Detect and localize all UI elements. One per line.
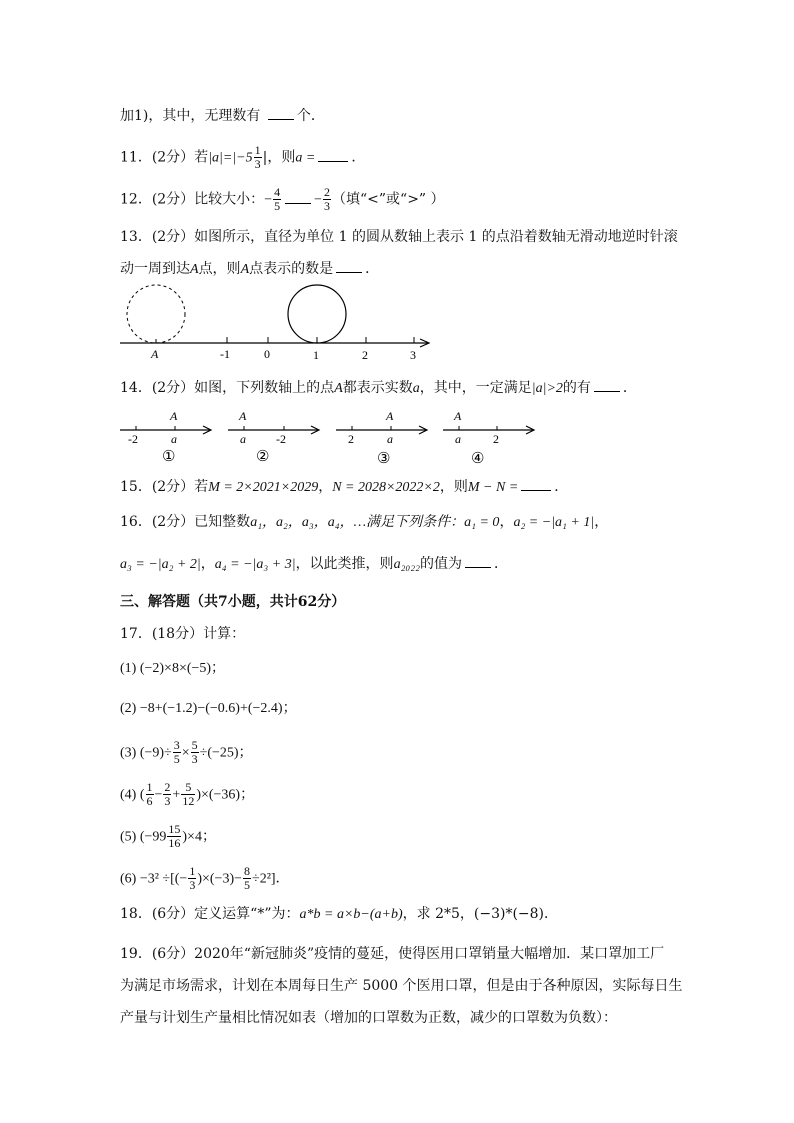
q12-post: （填“<”或“>” ）: [332, 191, 445, 208]
q11-var: a =: [295, 150, 316, 166]
answer-blank[interactable]: [285, 189, 311, 204]
panel-4: [443, 409, 534, 467]
tick-label: a: [240, 432, 246, 446]
frac-den: 16: [168, 836, 181, 850]
question-14: 14．(2分）如图，下列数轴上的点A都表示实数a，其中，一定满足|a|>2的有 ．: [120, 377, 684, 400]
q13-text-b: 动一周到达: [120, 261, 190, 277]
q15-label: 15．(2分）若: [120, 479, 209, 495]
panel-3: [336, 409, 427, 467]
frac-num: 15: [168, 822, 181, 836]
label-1: 1: [313, 348, 319, 362]
section-title: 三、解答题（共7小题，共计62分）: [120, 594, 346, 610]
q16-seq: a₁，a₂，a₃，a₄，…满足下列条件：: [250, 515, 465, 530]
q13-text: 13．(2分）如图所示，直径为单位 1 的圆从数轴上表示 1 的点沿着数轴无滑动地逆时针滚: [120, 229, 678, 245]
q15-n: N = 2028×2022×2: [332, 480, 440, 495]
label-2: 2: [362, 348, 368, 362]
q15-post: ，则: [439, 479, 468, 495]
frac-den: 12: [182, 794, 195, 808]
q12-fraction-1: [273, 186, 281, 213]
question-15: 15．(2分）若M = 2×2021×2029，N = 2028×2022×2，则M − N = ．: [120, 476, 684, 499]
question-19-line1: [120, 943, 684, 965]
frac-den: 3: [189, 878, 196, 892]
frac-den: 6: [146, 794, 153, 808]
question-13-line2: 动一周到达A点，则A点表示的数是 ．: [120, 258, 684, 281]
panel-number: ④: [471, 451, 485, 467]
q18-label: 18．(6分）定义运算“*”为：: [120, 906, 300, 922]
frac-num: 1: [254, 143, 261, 157]
q18-post: ，求 2*5，(−3)*(−8)．: [402, 906, 559, 922]
q17-part-4: (4) ( $\frac{1}{6}$ − $\frac{2}{3}$ + $\frac{5}{12}$ )×(−36)；: [120, 780, 255, 808]
axis-arrow: [526, 426, 534, 434]
q16-c2: a₂ = −|a₁ + 1|: [513, 515, 595, 530]
label-3: 3: [410, 348, 416, 362]
frac-den: 5: [274, 199, 281, 213]
section-heading: [120, 591, 684, 613]
q17-part-1: [120, 657, 684, 680]
question-12: 12．(2分）比较大小：− $\frac{4}{5}$ − $\frac{2}{3}$ （填“<”或“>” ）: [120, 185, 445, 213]
q13-point-2: A: [240, 262, 250, 277]
tick-label: a: [455, 432, 461, 446]
q19-text-c: 产量与计划生产量相比情况如表（增加的口罩数为正数，减少的口罩数为负数）：: [120, 1010, 617, 1026]
q17-text: 17．(18分）计算：: [120, 626, 246, 642]
q17-3-pre: (3) (−9)÷: [120, 745, 172, 761]
q14-condition: |a|>2: [531, 381, 563, 396]
q17-1-expr: (1) (−2)×8×(−5)；: [120, 661, 226, 676]
tick-label: -2: [128, 432, 138, 446]
q17-6-pre: (6) −3² ÷[(−: [120, 871, 188, 887]
q16-label: 16．(2分）已知整数: [120, 514, 251, 530]
question-11: 11．(2分）若|a|=|−5 $\frac{1}{3}$ |，则a = ．: [120, 143, 366, 171]
tick-label: a: [171, 432, 177, 446]
answer-blank[interactable]: [594, 377, 620, 392]
q11-abs: |a|=|−5: [208, 150, 253, 166]
q10-text: 加1)，其中，无理数有: [120, 108, 261, 124]
axis-arrow: [419, 426, 427, 434]
q16-b3: ，以此类推，则: [295, 556, 394, 572]
point-label: A: [170, 409, 178, 423]
tick-label: -2: [276, 432, 286, 446]
q19-text-a: 19．(6分）2020年“新冠肺炎”疫情的蔓延，使得医用口罩销量大幅增加．某口罩加工厂: [120, 946, 665, 962]
question-18: [120, 903, 684, 926]
fraction: [163, 781, 171, 808]
axis-arrow: [203, 426, 211, 434]
q15-exp: M − N =: [467, 480, 519, 495]
dashed-circle: [127, 285, 185, 343]
q17-5-post: )×4；: [182, 829, 216, 845]
tick-label: 2: [493, 432, 499, 446]
axis-arrow: [420, 339, 429, 347]
frac-den: 3: [324, 199, 330, 213]
q14-point: A: [334, 381, 343, 396]
q17-4-pre: (4) (: [120, 787, 145, 803]
frac-num: 1: [146, 780, 153, 794]
q11-post: |，则: [262, 149, 296, 166]
frac-den: 3: [191, 752, 198, 766]
point-label: A: [239, 409, 247, 423]
frac-num: 4: [274, 185, 281, 199]
q17-4-post: )×(−36)；: [196, 787, 255, 803]
fraction: [173, 739, 181, 766]
answer-blank[interactable]: [521, 476, 551, 491]
frac-num: 2: [324, 185, 330, 199]
label-minus1: -1: [220, 347, 230, 361]
label-0: 0: [264, 347, 270, 361]
q12-label: 12．(2分）比较大小：: [120, 191, 265, 208]
fraction: [243, 865, 251, 892]
solid-circle: [288, 285, 346, 343]
q14-text-b: 都表示实数: [342, 380, 413, 396]
q15-m: M = 2×2021×2029: [208, 480, 319, 495]
q13-point: A: [190, 262, 199, 277]
frac-num: 2: [164, 780, 171, 794]
point-label: A: [454, 409, 462, 423]
panel-number: ③: [377, 451, 391, 467]
q14-text-c: ，其中，一定满足: [419, 380, 532, 396]
q16-b5: 的值为: [420, 556, 463, 572]
fraction: [191, 739, 199, 766]
answer-blank[interactable]: [336, 258, 362, 273]
axis-arrow: [311, 426, 319, 434]
q17-5-pre: (5) (−99: [120, 829, 167, 845]
answer-blank[interactable]: [318, 147, 348, 162]
q10-end: 个．: [296, 108, 325, 124]
question-13-line1: [120, 226, 684, 248]
frac-den: 3: [254, 157, 261, 171]
frac-den: 3: [164, 794, 171, 808]
q12-fraction-2: [323, 186, 331, 213]
frac-num: 5: [181, 781, 195, 795]
q17-part-3: (3) (−9)÷ $\frac{3}{5}$ × $\frac{5}{3}$ ÷(−25)；: [120, 738, 253, 766]
q17-part-6: [120, 865, 684, 892]
question-16-line2: a₃ = −|a₂ + 2|，a₄ = −|a₃ + 3|，以此类推，则a₂₀₂₂的值为 ．: [120, 553, 684, 576]
frac-den: 5: [244, 878, 251, 892]
q13-text-b2: 点，则: [198, 261, 241, 277]
question-19-line3: [120, 1007, 684, 1029]
label-A: A: [151, 347, 159, 361]
q11-label: 11．(2分）若: [120, 149, 209, 166]
q14-text: 14．(2分）如图，下列数轴上的点: [120, 380, 335, 396]
q16-c1: a₁ = 0: [464, 515, 500, 530]
q17-6-mid: )×(−3)−: [197, 871, 243, 887]
answer-blank[interactable]: [465, 553, 491, 568]
frac-num: 1: [189, 864, 196, 878]
frac-num: 8: [244, 864, 251, 878]
question-19-line2: [120, 975, 684, 997]
q18-def: a*b = a×b−(a+b): [299, 907, 403, 922]
panel-number: ①: [162, 449, 176, 465]
point-label: A: [386, 409, 394, 423]
fraction: [181, 781, 195, 808]
q17-part-5: [120, 823, 684, 850]
frac-num: 3: [173, 738, 180, 752]
q17-2-expr: (2) −8+(−1.2)−(−0.6)+(−2.4)；: [120, 701, 297, 716]
fraction: [188, 865, 196, 892]
q16-b1: a₃ = −|a₂ + 2|: [120, 557, 201, 572]
q14-text-e: 的有: [562, 380, 591, 396]
question-16-line1: 16．(2分）已知整数a₁，a₂，a₃，a₄，…满足下列条件：a₁ = 0，a₂ = −|a₁ + 1|，: [120, 514, 609, 530]
panel-2: [228, 409, 319, 465]
tick-label: 2: [348, 432, 354, 446]
q16-b4: a₂₀₂₂: [393, 557, 421, 572]
panel-number: ②: [256, 449, 270, 465]
q16-b2: a₄ = −|a₃ + 3|: [214, 557, 296, 572]
frac-den: 5: [173, 752, 180, 766]
panel-1: [120, 409, 211, 465]
fraction: [146, 781, 154, 808]
q17-6-post: ÷2²]．: [252, 871, 290, 887]
frac-num: 5: [191, 738, 198, 752]
q17-part-2: [120, 697, 684, 720]
question-17: [120, 623, 684, 645]
q19-text-b: 为满足市场需求，计划在本周每日生产 5000 个医用口罩，但是由于各种原因，实际每日生: [120, 978, 683, 994]
q17-3-post: ÷(−25)；: [199, 745, 253, 761]
q10-tail: [120, 105, 684, 127]
tick-label: a: [387, 432, 393, 446]
fraction: [167, 823, 181, 850]
q13-text-b3: 点表示的数是: [249, 261, 334, 277]
answer-blank[interactable]: [268, 105, 294, 120]
q11-fraction: [254, 144, 262, 171]
